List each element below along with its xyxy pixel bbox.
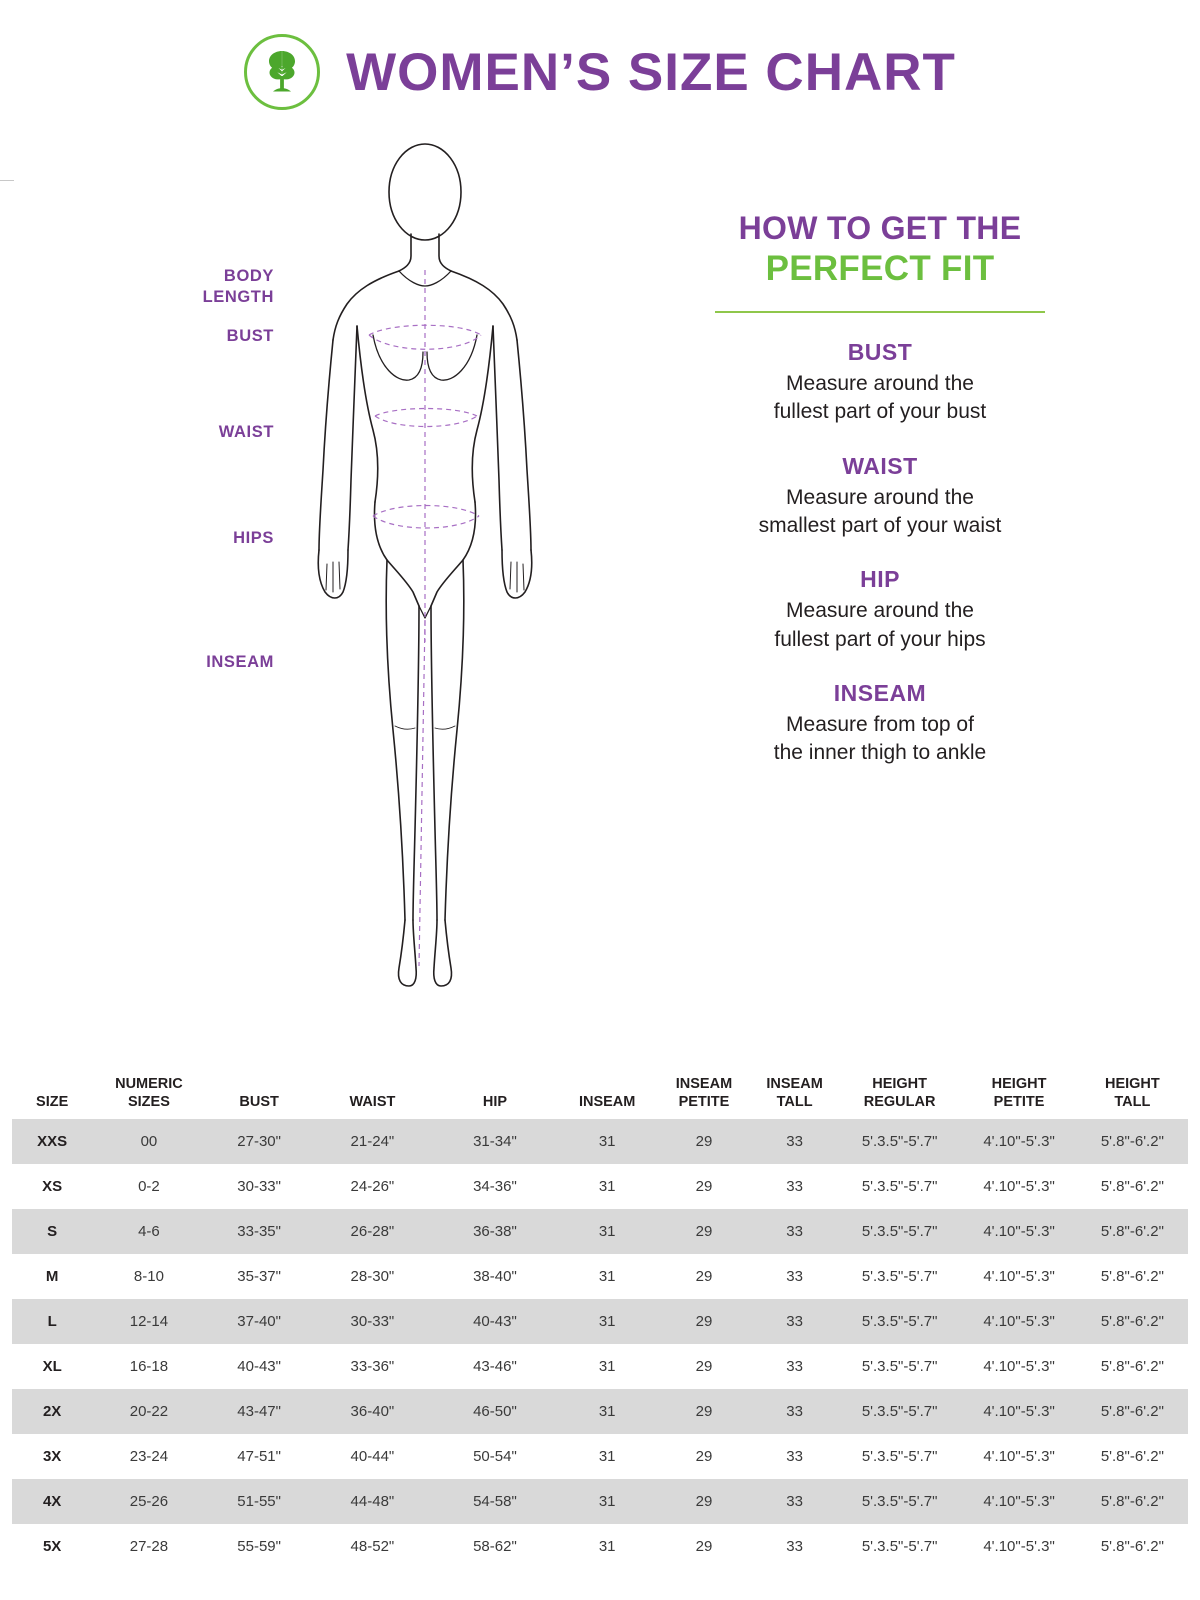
table-cell-size: 5X [42, 1538, 62, 1555]
figure-label-inseam: INSEAM [206, 653, 274, 671]
table-cell: 33 [786, 1268, 803, 1285]
table-cell: 29 [657, 1479, 752, 1524]
measure-title-bust: BUST [847, 339, 913, 366]
figure-label-waist: WAIST [218, 423, 274, 441]
table-cell: 33 [751, 1119, 838, 1164]
measure-title-waist: WAIST [842, 452, 918, 479]
table-cell-size: XXS [12, 1119, 92, 1164]
table-cell: 20-22 [92, 1389, 205, 1434]
col-header-height-petite: HEIGHT PETITE [991, 1076, 1047, 1110]
col-header-inseam-petite: INSEAM PETITE [675, 1076, 733, 1110]
main-content [0, 110, 1200, 1010]
table-cell: 33-36" [350, 1358, 395, 1375]
table-cell: 5'.8"-6'.2" [1077, 1119, 1188, 1164]
figure-label-bust: BUST [226, 327, 274, 345]
table-cell: 4'.10"-5'.3" [983, 1268, 1055, 1285]
table-cell: 29 [657, 1299, 752, 1344]
table-cell: 4'.10"-5'.3" [961, 1119, 1076, 1164]
table-cell: 33 [786, 1448, 803, 1465]
table-cell-size: M [45, 1268, 59, 1285]
table-cell: 33 [786, 1358, 803, 1375]
size-chart-table [12, 1065, 1188, 1569]
table-cell: 4'.10"-5'.3" [961, 1389, 1076, 1434]
table-cell: 5'.8"-6'.2" [1077, 1479, 1188, 1524]
table-cell: 5'.3.5"-5'.7" [838, 1479, 962, 1524]
table-row [12, 1434, 1188, 1479]
female-body-outline-illustration [295, 130, 555, 1010]
table-cell: 5'.3.5"-5'.7" [838, 1299, 962, 1344]
table-cell: 58-62" [473, 1538, 517, 1555]
table-row [12, 1479, 1188, 1524]
measure-desc-waist: Measure around the smallest part of your waist [758, 485, 1002, 538]
col-header-numeric-sizes: NUMERIC SIZES [115, 1076, 183, 1110]
table-cell: 4'.10"-5'.3" [961, 1209, 1076, 1254]
table-row [12, 1344, 1188, 1389]
table-cell: 8-10 [133, 1268, 164, 1285]
page-header [0, 0, 1200, 110]
table-cell: 31 [558, 1119, 657, 1164]
table-cell-size: 2X [12, 1389, 92, 1434]
table-cell: 29 [657, 1209, 752, 1254]
table-cell-size: L [12, 1299, 92, 1344]
table-cell: 27-28 [129, 1538, 169, 1555]
table-cell-size: XL [42, 1358, 62, 1375]
table-cell: 29 [695, 1178, 713, 1195]
table-cell: 34-36" [473, 1178, 517, 1195]
table-cell: 43-47" [206, 1389, 313, 1434]
table-cell: 4'.10"-5'.3" [961, 1299, 1076, 1344]
table-row [12, 1254, 1188, 1299]
table-cell: 50-54" [473, 1448, 517, 1465]
col-header-bust: BUST [239, 1093, 279, 1110]
table-header-row [12, 1065, 1188, 1119]
col-header-height-tall: HEIGHT TALL [1104, 1076, 1160, 1110]
table-cell: 4'.10"-5'.3" [983, 1358, 1055, 1375]
table-cell: 5'.3.5"-5'.7" [861, 1538, 938, 1555]
table-cell: 4-6 [92, 1209, 205, 1254]
how-to-section [600, 210, 1160, 794]
measure-title-inseam: INSEAM [833, 680, 927, 707]
table-cell: 12-14 [92, 1299, 205, 1344]
table-row [12, 1164, 1188, 1209]
table-cell: 31 [598, 1268, 616, 1285]
table-cell: 5'.8"-6'.2" [1100, 1178, 1164, 1195]
col-header-inseam-tall: INSEAM TALL [766, 1076, 823, 1110]
table-cell: 29 [695, 1268, 713, 1285]
table-body [12, 1119, 1188, 1569]
table-cell: 31 [598, 1178, 616, 1195]
table-cell: 31-34" [432, 1119, 558, 1164]
table-cell: 00 [92, 1119, 205, 1164]
table-cell: 5'.8"-6'.2" [1100, 1268, 1164, 1285]
measure-block-hip [600, 566, 1160, 654]
table-cell: 26-28" [313, 1209, 432, 1254]
table-cell: 54-58" [432, 1479, 558, 1524]
table-cell: 31 [558, 1299, 657, 1344]
table-cell: 5'.3.5"-5'.7" [838, 1209, 962, 1254]
table-cell: 25-26 [92, 1479, 205, 1524]
table-cell: 31 [558, 1209, 657, 1254]
table-cell: 38-40" [473, 1268, 517, 1285]
table-cell: 24-26" [350, 1178, 395, 1195]
table-cell-size: 3X [42, 1448, 62, 1465]
table-cell: 46-50" [432, 1389, 558, 1434]
table-cell: 5'.8"-6'.2" [1100, 1538, 1164, 1555]
table-cell: 47-51" [237, 1448, 281, 1465]
table-cell: 55-59" [237, 1538, 281, 1555]
table-cell: 31 [598, 1358, 616, 1375]
table-cell: 33 [751, 1299, 838, 1344]
measure-block-bust [600, 339, 1160, 427]
table-cell: 29 [695, 1538, 713, 1555]
table-cell: 33 [751, 1389, 838, 1434]
measure-title-hip: HIP [860, 566, 900, 593]
table-cell: 33 [786, 1178, 803, 1195]
table-row [12, 1119, 1188, 1164]
measure-block-inseam [600, 680, 1160, 768]
table-cell: 4'.10"-5'.3" [961, 1479, 1076, 1524]
table-cell-size: 4X [12, 1479, 92, 1524]
table-cell: 5'.8"-6'.2" [1077, 1389, 1188, 1434]
table-cell: 4'.10"-5'.3" [983, 1538, 1055, 1555]
table-cell: 40-43" [432, 1299, 558, 1344]
table-cell: 5'.8"-6'.2" [1100, 1448, 1164, 1465]
table-cell: 5'.3.5"-5'.7" [838, 1389, 962, 1434]
measure-block-waist [600, 453, 1160, 541]
col-header-size: SIZE [36, 1093, 69, 1110]
table-cell: 5'.3.5"-5'.7" [838, 1119, 962, 1164]
table-cell: 33 [751, 1479, 838, 1524]
how-to-heading [600, 210, 1160, 289]
table-cell: 44-48" [313, 1479, 432, 1524]
table-cell: 33 [751, 1209, 838, 1254]
table-cell: 31 [598, 1448, 616, 1465]
how-to-heading-line2: PERFECT FIT [765, 248, 995, 288]
table-cell-size: XS [42, 1178, 63, 1195]
table-cell: 31 [558, 1389, 657, 1434]
table-cell: 37-40" [206, 1299, 313, 1344]
table-cell: 40-44" [350, 1448, 395, 1465]
table-cell: 21-24" [313, 1119, 432, 1164]
table-cell: 5'.3.5"-5'.7" [861, 1178, 938, 1195]
table-row [12, 1299, 1188, 1344]
table-cell: 4'.10"-5'.3" [983, 1448, 1055, 1465]
col-header-waist: WAIST [349, 1093, 396, 1110]
table-cell: 5'.3.5"-5'.7" [861, 1268, 938, 1285]
table-cell: 5'.8"-6'.2" [1100, 1358, 1164, 1375]
table-cell: 5'.8"-6'.2" [1077, 1299, 1188, 1344]
table-cell: 0-2 [138, 1178, 160, 1195]
page-title: WOMEN’S SIZE CHART [346, 42, 956, 102]
figure-label-hips: HIPS [233, 529, 274, 547]
table-cell-size: S [12, 1209, 92, 1254]
table-cell: 5'.8"-6'.2" [1077, 1209, 1188, 1254]
table-cell: 36-38" [432, 1209, 558, 1254]
section-divider [715, 311, 1045, 313]
table-cell: 23-24 [129, 1448, 169, 1465]
table-cell: 31 [558, 1479, 657, 1524]
table-cell: 29 [657, 1389, 752, 1434]
table-cell: 29 [695, 1358, 713, 1375]
table-row [12, 1524, 1188, 1569]
table-cell: 51-55" [206, 1479, 313, 1524]
table-row [12, 1389, 1188, 1434]
table-cell: 30-33" [237, 1178, 281, 1195]
table-cell: 35-37" [237, 1268, 281, 1285]
table-cell: 40-43" [237, 1358, 281, 1375]
measure-desc-hip: Measure around the fullest part of your hips [774, 599, 986, 651]
col-header-height-regular: HEIGHT REGULAR [863, 1076, 936, 1110]
table-cell: 33 [786, 1538, 803, 1555]
table-cell: 33-35" [206, 1209, 313, 1254]
measure-desc-inseam: Measure from top of the inner thigh to ankle [773, 713, 987, 765]
col-header-inseam: INSEAM [578, 1093, 636, 1110]
table-cell: 16-18 [129, 1358, 169, 1375]
table-cell: 31 [598, 1538, 616, 1555]
table-cell: 30-33" [313, 1299, 432, 1344]
table-cell: 27-30" [206, 1119, 313, 1164]
measure-desc-bust: Measure around the fullest part of your bust [773, 372, 987, 424]
table-cell: 48-52" [350, 1538, 395, 1555]
tree-logo-icon [244, 34, 320, 110]
how-to-heading-line1: HOW TO GET THE [738, 210, 1022, 246]
table-cell: 28-30" [350, 1268, 395, 1285]
size-table-wrapper [0, 1065, 1200, 1569]
table-cell: 5'.3.5"-5'.7" [861, 1358, 938, 1375]
table-cell: 29 [695, 1448, 713, 1465]
table-cell: 43-46" [473, 1358, 517, 1375]
table-cell: 29 [657, 1119, 752, 1164]
figure-label-body-length: BODY LENGTH [202, 267, 274, 306]
col-header-hip: HIP [482, 1093, 508, 1110]
table-cell: 4'.10"-5'.3" [983, 1178, 1055, 1195]
table-cell: 36-40" [313, 1389, 432, 1434]
table-cell: 5'.3.5"-5'.7" [861, 1448, 938, 1465]
table-row [12, 1209, 1188, 1254]
